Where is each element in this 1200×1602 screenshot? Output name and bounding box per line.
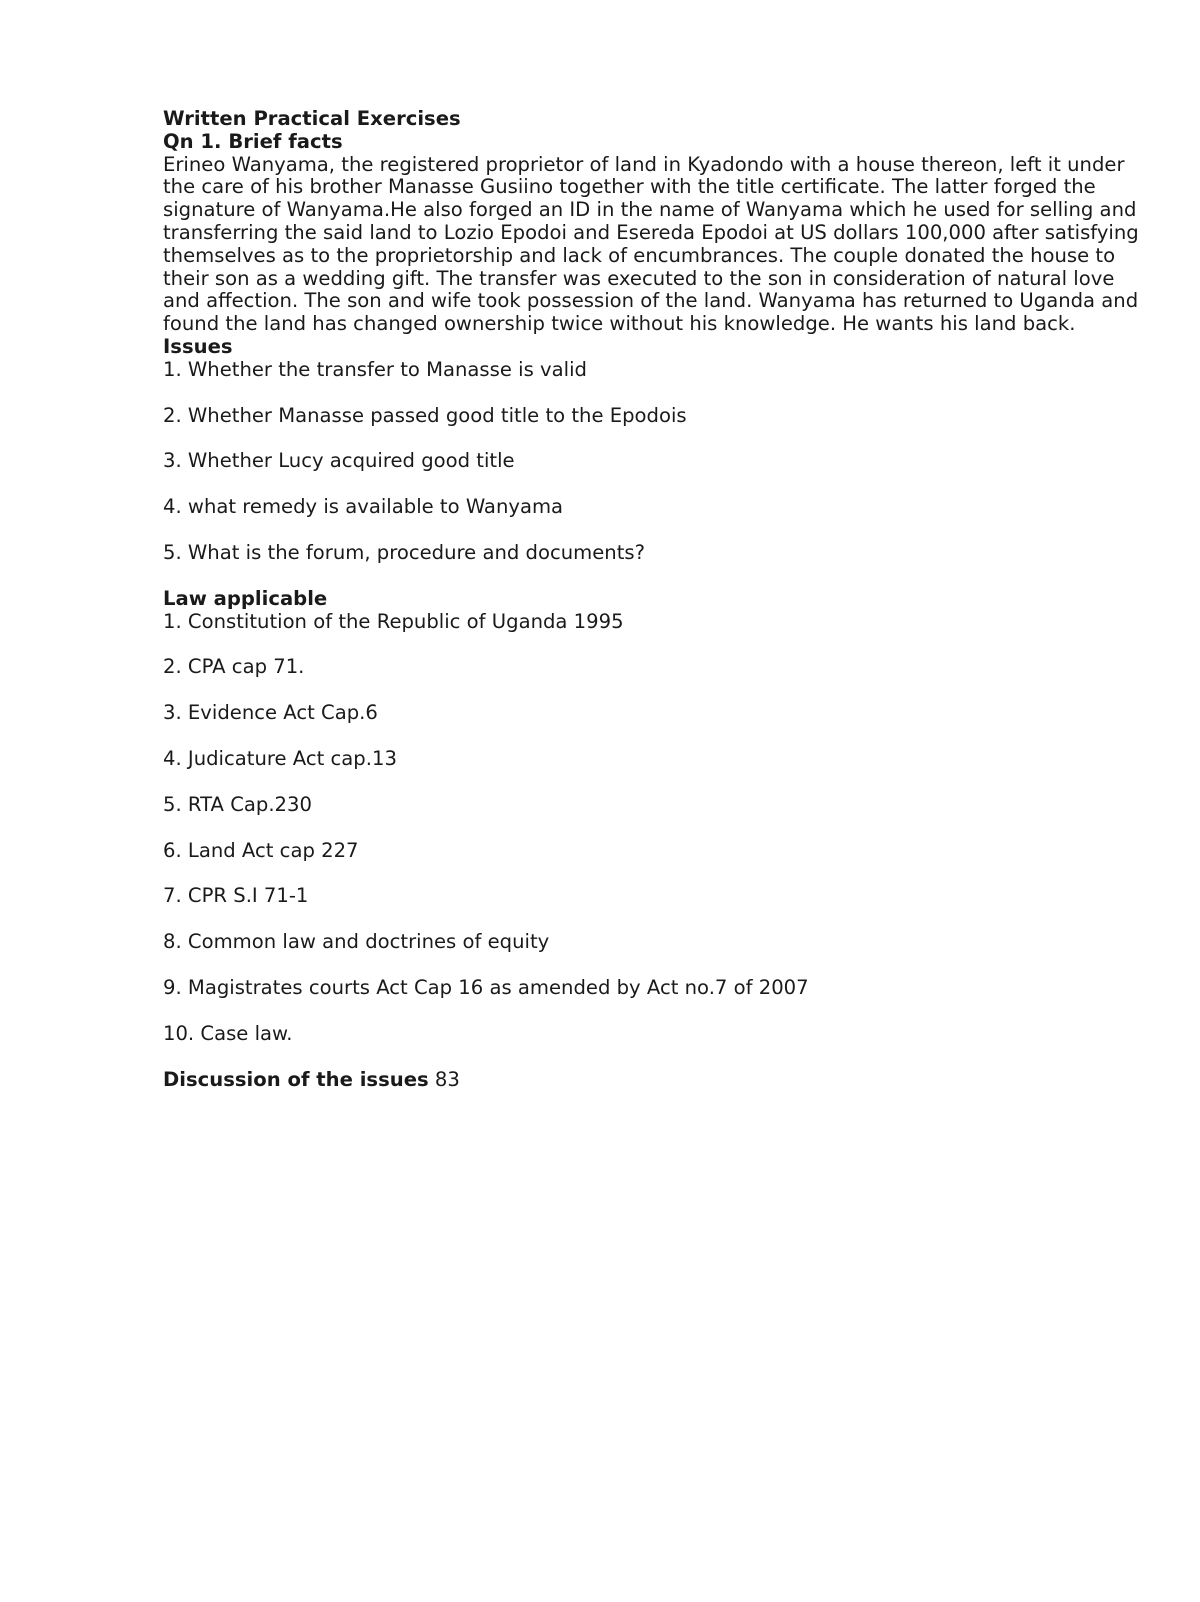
document-page xyxy=(163,108,1153,1091)
discussion-page-number: 83 xyxy=(434,1067,460,1091)
issue-item: 4. what remedy is available to Wanyama xyxy=(163,495,564,519)
law-item: 3. Evidence Act Cap.6 xyxy=(163,701,378,725)
law-applicable-heading: Law applicable xyxy=(163,586,328,610)
question-heading: Qn 1. Brief facts xyxy=(163,129,343,153)
issues-heading: Issues xyxy=(163,334,233,358)
law-item: 10. Case law. xyxy=(163,1021,293,1045)
issue-item: 2. Whether Manasse passed good title to the Epodois xyxy=(163,403,687,427)
law-item: 4. Judicature Act cap.13 xyxy=(163,746,397,770)
issue-item: 1. Whether the transfer to Manasse is valid xyxy=(163,357,587,381)
law-list xyxy=(163,611,1153,1046)
issue-item: 5. What is the forum, procedure and documents? xyxy=(163,540,645,564)
law-item: 5. RTA Cap.230 xyxy=(163,792,312,816)
discussion-line xyxy=(163,1069,1153,1092)
issue-item: 3. Whether Lucy acquired good title xyxy=(163,449,515,473)
law-item: 2. CPA cap 71. xyxy=(163,655,305,679)
discussion-heading: Discussion of the issues xyxy=(163,1067,429,1091)
law-item: 9. Magistrates courts Act Cap 16 as amended by Act no.7 of 2007 xyxy=(163,975,809,999)
brief-facts-paragraph: Erineo Wanyama, the registered proprietor of land in Kyadondo with a house thereon, left it under the care of his brother Manasse Gusiino together with the title certificate. The latter forged the signature of Wanyama.He also forged an ID in the name of Wanyama which he used for selling and transferring the said land to Lozio Epodoi and Esereda Epodoi at US dollars 100,000 after satisfying themselves as to the proprietorship and lack of encumbrances. The couple donated the house to their son as a wedding gift. The transfer was executed to the son in consideration of natural love and affection. The son and wife took possession of the land. Wanyama has returned to Uganda and found the land has changed ownership twice without his knowledge. He wants his land back. xyxy=(163,152,1139,336)
law-item: 7. CPR S.I 71-1 xyxy=(163,884,309,908)
law-item: 6. Land Act cap 227 xyxy=(163,838,359,862)
document-title: Written Practical Exercises xyxy=(163,107,461,130)
law-item: 8. Common law and doctrines of equity xyxy=(163,930,550,954)
issues-list xyxy=(163,359,1153,565)
law-item: 1. Constitution of the Republic of Uganda 1995 xyxy=(163,609,624,633)
